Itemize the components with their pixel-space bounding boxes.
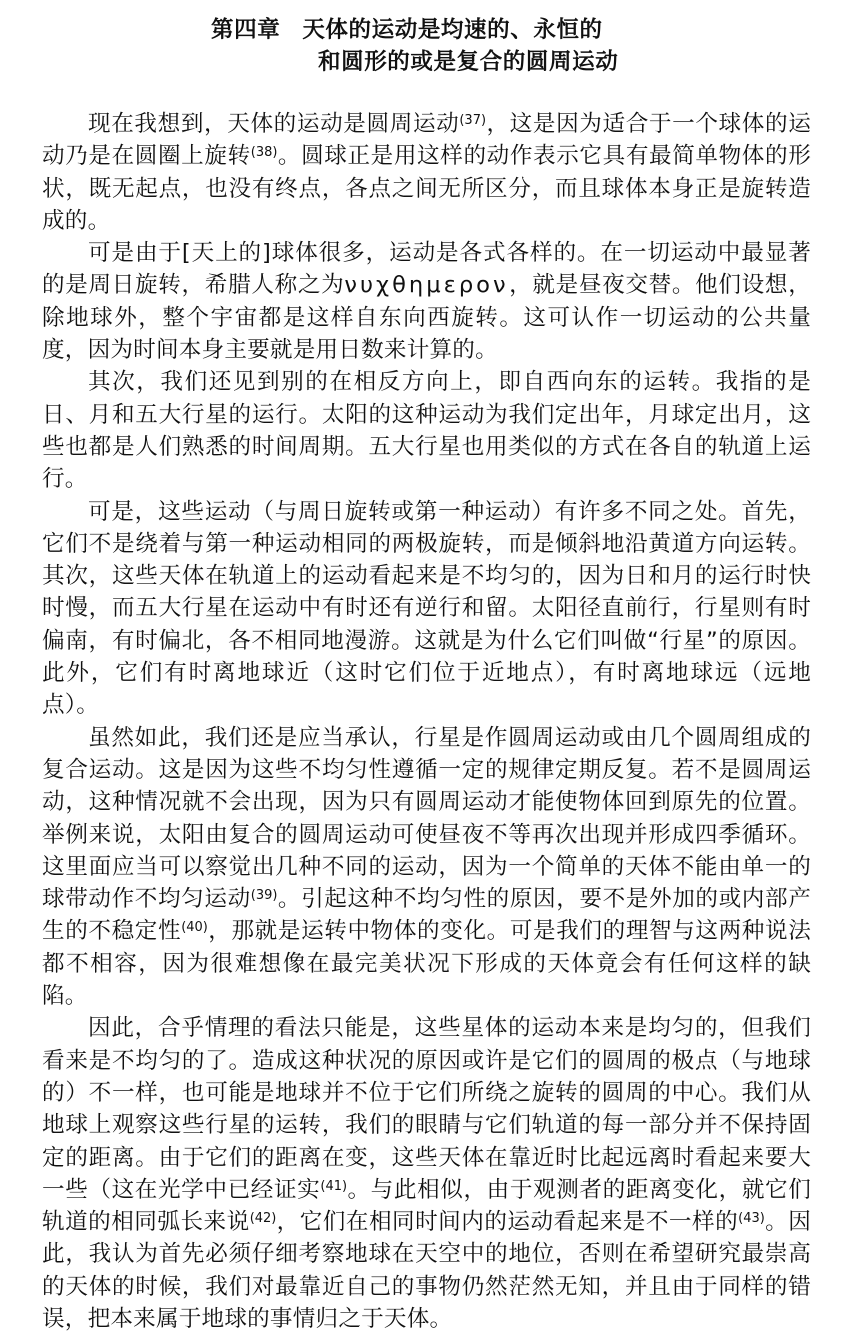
body-paragraph bbox=[42, 722, 811, 1013]
footnote-marker: (43) bbox=[738, 1211, 765, 1227]
chapter-title-line-1: 天体的运动是均速的、永恒的 bbox=[302, 17, 603, 43]
greek-term: νυχθημερον bbox=[344, 272, 509, 299]
paragraph-text: 虽然如此，我们还是应当承认，行星是作圆周运动或由几个圆周组成的复合运动。这是因为这些不均匀性遵循一定的规律定期反复。若不是圆周运动，这种情况就不会出现，因为只有圆周运动才能使物体回到原先的位置。举例来说，太阳由复合的圆周运动可使昼夜不等再次出现并形成四季循环。这里面应当可以察觉出几种不同的运动，因为一个简单的天体不能由单一的球带动作不均匀运动 bbox=[42, 724, 811, 913]
paragraph-text: 可是由于[天上的]球体很多，运动是各式各样的。在一切运动中最显著的是周日旋转，希腊人称之为 bbox=[42, 240, 811, 299]
paragraph-text: 因此，合乎情理的看法只能是，这些星体的运动本来是均匀的，但我们看来是不均匀的了。造成这种状况的原因或许是它们的圆周的极点（与地球的）不一样，也可能是地球并不位于它们所绕之旋转的圆周的中心。我们从地球上观察这些行星的运转，我们的眼睛与它们轨道的每一部分并不保持固定的距离。由于它们的距离在变，这些天体在靠近时比起远离时看起来要大一些（这在光学中已经证实 bbox=[42, 1015, 811, 1203]
footnote-marker: (40) bbox=[181, 920, 208, 936]
paragraph-text: ，这是因为适合于一个球体的运动乃是在圆圈上旋转 bbox=[42, 111, 811, 170]
chapter-heading-line-1 bbox=[42, 14, 811, 46]
paragraph-text: 其次，我们还见到别的在相反方向上，即自西向东的运转。我指的是日、月和五大行星的运行。太阳的这种运动为我们定出年，月球定出月，这些也都是人们熟悉的时间周期。五大行星也用类似的方式在各自的轨道上运行。 bbox=[42, 369, 811, 493]
paragraph-text: 现在我想到，天体的运动是圆周运动 bbox=[88, 111, 460, 137]
footnote-marker: (41) bbox=[320, 1178, 348, 1194]
body-paragraph bbox=[42, 237, 811, 366]
body-text bbox=[42, 108, 811, 1335]
paragraph-text: 。引起这种不均匀性的原因，要不是外加的或内部产生的不稳定性 bbox=[42, 886, 811, 945]
chapter-number: 第四章 bbox=[211, 17, 281, 43]
paragraph-text: 。与此相似，由于观测者的距离变化，就它们轨道的相同弧长来说 bbox=[42, 1176, 812, 1236]
paragraph-text: 可是，这些运动（与周日旋转或第一种运动）有许多不同之处。首先，它们不是绕着与第一种运动相同的两极旋转，而是倾斜地沿黄道方向运转。其次，这些天体在轨道上的运动看起来是不均匀的，因为日和月的运行时快时慢，而五大行星在运动中有时还有逆行和留。太阳径直前行，行星则有时偏南，有时偏北，各不相同地漫游。这就是为什么它们叫做“行星”的原因。此外，它们有时离地球近（这时它们位于近地点），有时离地球远（远地点）。 bbox=[42, 498, 811, 719]
paragraph-text: 。因此，我认为首先必须仔细考察地球在天空中的地位，否则在希望研究最崇高的天体的时候，我们对最靠近自己的事物仍然茫然无知，并且由于同样的错误，把本来属于地球的事情归之于天体。 bbox=[42, 1209, 811, 1332]
body-paragraph bbox=[42, 496, 811, 722]
footnote-marker: (37) bbox=[459, 113, 487, 128]
body-paragraph bbox=[42, 108, 811, 237]
footnote-marker: (42) bbox=[249, 1211, 277, 1227]
body-paragraph bbox=[42, 366, 811, 495]
chapter-heading-line-2 bbox=[42, 46, 811, 78]
body-paragraph bbox=[42, 1012, 811, 1335]
chapter-heading bbox=[42, 0, 811, 78]
paragraph-text: 。圆球正是用这样的动作表示它具有最简单物体的形状，既无起点，也没有终点，各点之间无所区分，而且球体本身正是旋转造成的。 bbox=[42, 143, 811, 234]
footnote-marker: (39) bbox=[250, 888, 278, 904]
paragraph-text: ，那就是运转中物体的变化。可是我们的理智与这两种说法都不相容，因为很难想像在最完美状况下形成的天体竟会有任何这样的缺陷。 bbox=[42, 918, 811, 1010]
footnote-marker: (38) bbox=[250, 145, 278, 161]
chapter-title-line-2: 和圆形的或是复合的圆周运动 bbox=[318, 49, 619, 75]
paragraph-text: ，它们在相同时间内的运动看起来是不一样的 bbox=[276, 1209, 739, 1236]
paragraph-text: ，就是昼夜交替。他们设想，除地球外，整个宇宙都是这样自东向西旋转。这可认作一切运动的公共量度，因为时间本身主要就是用日数来计算的。 bbox=[42, 272, 811, 364]
